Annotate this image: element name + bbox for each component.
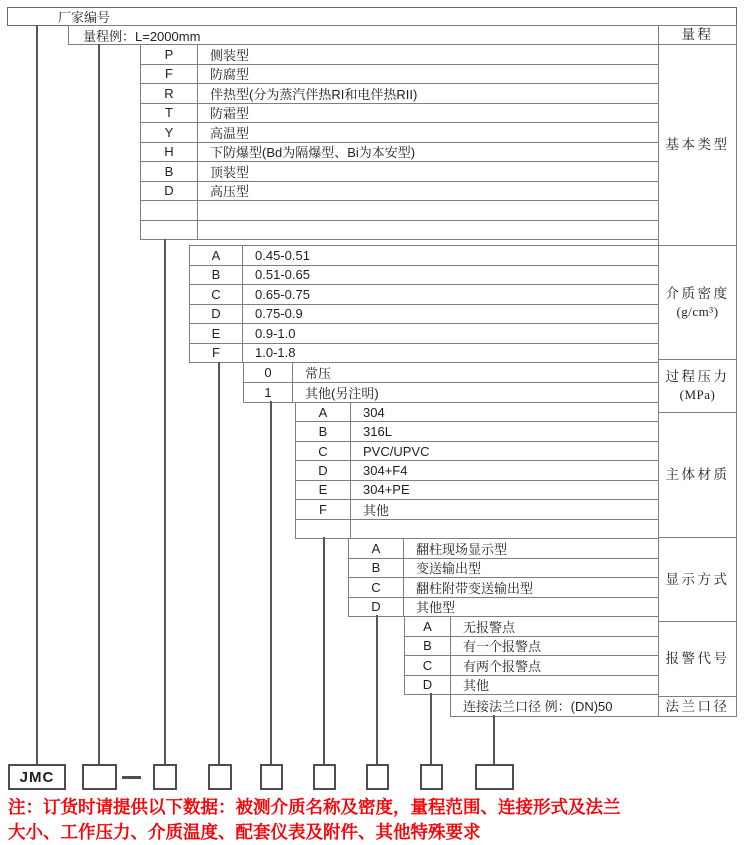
- code-cell: C: [349, 578, 404, 597]
- code-cell: B: [405, 637, 451, 656]
- flange-code-box: [475, 764, 514, 790]
- desc-cell: 304+PE: [363, 482, 410, 498]
- table-row: [296, 481, 658, 500]
- side-label-alarm-code: 报警代号: [658, 621, 737, 697]
- side-label-display-mode: 显示方式: [658, 537, 737, 622]
- desc-cell: 0.65-0.75: [255, 286, 310, 302]
- desc-cell: 防霜型: [210, 106, 250, 122]
- desc-cell: 316L: [363, 424, 392, 440]
- table-row: [141, 143, 658, 163]
- code-cell: B: [190, 266, 243, 285]
- desc-cell: 伴热型(分为蒸汽伴热RI和电伴热RII): [210, 86, 418, 102]
- code-cell: C: [405, 656, 451, 675]
- desc-cell: 有一个报警点: [463, 639, 542, 655]
- connector-line-range: [98, 44, 100, 765]
- code-cell: D: [296, 461, 351, 479]
- code-cell: H: [141, 143, 198, 162]
- ordering-note-line2: 大小、工作压力、介质温度、配套仪表及附件、其他特殊要求: [8, 822, 481, 842]
- range-example-label: 量程例：L=2000mm: [83, 28, 201, 44]
- code-cell: F: [190, 344, 243, 363]
- side-label-basic-type: 基本类型: [658, 44, 737, 246]
- desc-cell: 0.51-0.65: [255, 267, 310, 283]
- pressure-table: [243, 362, 659, 403]
- side-label-material: 主体材质: [658, 412, 737, 538]
- code-cell: Y: [141, 123, 198, 142]
- table-row: [349, 578, 658, 598]
- display-mode-table: [348, 538, 659, 617]
- material-table: [295, 402, 659, 539]
- connector-line-material: [323, 537, 325, 765]
- desc-cell: 0.9-1.0: [255, 325, 296, 341]
- code-cell: T: [141, 104, 198, 123]
- table-row: [141, 201, 658, 221]
- material-code-box: [313, 764, 336, 790]
- side-label-range: 量程: [658, 25, 737, 45]
- table-row: [405, 637, 658, 657]
- connector-line-factory: [36, 25, 38, 765]
- connector-line-basic-type: [164, 239, 166, 765]
- table-row: [405, 656, 658, 676]
- code-cell: A: [190, 246, 243, 265]
- table-row: [190, 285, 658, 305]
- table-row: [190, 246, 658, 266]
- code-cell: A: [349, 539, 404, 558]
- code-cell: C: [296, 442, 351, 460]
- desc-cell: 翻柱现场显示型: [416, 541, 508, 557]
- desc-cell: 有两个报警点: [463, 658, 542, 674]
- side-label-flange-size: 法兰口径: [658, 696, 737, 717]
- connector-line-flange: [493, 715, 495, 765]
- code-cell: [141, 221, 198, 240]
- code-cell: [296, 520, 351, 538]
- desc-cell: 304+F4: [363, 462, 408, 478]
- code-cell: B: [296, 422, 351, 440]
- flange-size-text: 连接法兰口径 例：(DN)50: [463, 699, 613, 714]
- desc-cell: 1.0-1.8: [255, 345, 296, 361]
- ordering-note: [8, 795, 744, 845]
- alarm-code-table: [404, 616, 659, 695]
- desc-cell: PVC/UPVC: [363, 443, 430, 459]
- desc-cell: 其他: [463, 678, 490, 694]
- table-row: [190, 305, 658, 325]
- range-code-box: [82, 764, 117, 790]
- desc-cell: 0.45-0.51: [255, 247, 310, 263]
- desc-cell: [198, 221, 658, 240]
- code-cell: E: [190, 324, 243, 343]
- pressure-code-box: [260, 764, 283, 790]
- desc-cell: 常压: [305, 366, 332, 381]
- table-row: [349, 539, 658, 559]
- desc-cell: [351, 520, 658, 538]
- table-row: [190, 324, 658, 344]
- table-row: [141, 162, 658, 182]
- code-cell: F: [296, 500, 351, 518]
- table-row: [141, 84, 658, 104]
- code-cell: R: [141, 84, 198, 103]
- table-row: [405, 617, 658, 637]
- code-cell: D: [405, 676, 451, 695]
- code-cell: E: [296, 481, 351, 499]
- code-cell: A: [296, 403, 351, 421]
- desc-cell: 0.75-0.9: [255, 306, 303, 322]
- connector-line-pressure: [270, 401, 272, 765]
- desc-cell: 高压型: [210, 184, 250, 200]
- table-row: [190, 344, 658, 363]
- basic-type-code-box: [153, 764, 177, 790]
- table-row: [296, 403, 658, 422]
- desc-cell: 高温型: [210, 125, 250, 141]
- code-cell: D: [190, 305, 243, 324]
- ordering-note-line1: 注：订货时请提供以下数据：被测介质名称及密度，量程范围、连接形式及法兰: [8, 797, 621, 817]
- desc-cell: 无报警点: [463, 619, 516, 635]
- desc-cell: 304: [363, 404, 385, 420]
- code-cell: [141, 201, 198, 220]
- desc-cell: 变送输出型: [416, 561, 482, 577]
- code-cell: A: [405, 617, 451, 636]
- factory-number-label: 厂家编号: [58, 10, 111, 25]
- table-row: [141, 65, 658, 85]
- range-example-row: [68, 25, 659, 45]
- desc-cell: 侧装型: [210, 47, 250, 63]
- table-row: [296, 461, 658, 480]
- table-row: [296, 520, 658, 538]
- code-cell: C: [190, 285, 243, 304]
- desc-cell: 翻柱附带变送输出型: [416, 580, 534, 596]
- side-label-pressure: 过程压力 (MPa): [658, 359, 737, 413]
- table-row: [296, 442, 658, 461]
- connector-line-display: [376, 615, 378, 765]
- code-cell: P: [141, 45, 198, 64]
- side-label-density: 介质密度 (g/cm³): [658, 245, 737, 360]
- density-code-box: [208, 764, 232, 790]
- table-row: [296, 422, 658, 441]
- desc-cell: [198, 201, 658, 220]
- table-row: [296, 500, 658, 519]
- basic-type-table: [140, 44, 659, 240]
- desc-cell: 其他: [363, 502, 390, 518]
- desc-cell: 其他型: [416, 600, 456, 616]
- table-row: [141, 45, 658, 65]
- code-cell: 1: [244, 383, 293, 402]
- desc-cell: 其他(另注明): [305, 386, 379, 401]
- table-row: [244, 363, 658, 383]
- connector-line-density: [218, 362, 220, 765]
- table-row: [349, 598, 658, 617]
- display-code-box: [366, 764, 389, 790]
- code-cell: B: [141, 162, 198, 181]
- table-row: [141, 182, 658, 202]
- table-row: [244, 383, 658, 402]
- desc-cell: 顶装型: [210, 164, 250, 180]
- flange-size-row: [450, 694, 659, 717]
- desc-cell: 防腐型: [210, 67, 250, 83]
- code-cell: B: [349, 559, 404, 578]
- dash-separator: [122, 776, 141, 779]
- code-cell: F: [141, 65, 198, 84]
- alarm-code-box: [420, 764, 443, 790]
- factory-number-row: [7, 7, 737, 26]
- table-row: [141, 221, 658, 240]
- table-row: [405, 676, 658, 695]
- model-prefix-box: JMC: [8, 764, 66, 790]
- code-cell: D: [141, 182, 198, 201]
- density-table: [189, 245, 659, 363]
- code-cell: 0: [244, 363, 293, 382]
- table-row: [190, 266, 658, 286]
- table-row: [141, 123, 658, 143]
- table-row: [349, 559, 658, 579]
- code-cell: D: [349, 598, 404, 617]
- connector-line-alarm: [430, 693, 432, 765]
- density-unit: (g/cm³): [676, 303, 719, 319]
- desc-cell: 下防爆型(Bd为隔爆型、Bi为本安型): [210, 145, 416, 161]
- pressure-unit: (MPa): [679, 387, 716, 402]
- table-row: [141, 104, 658, 124]
